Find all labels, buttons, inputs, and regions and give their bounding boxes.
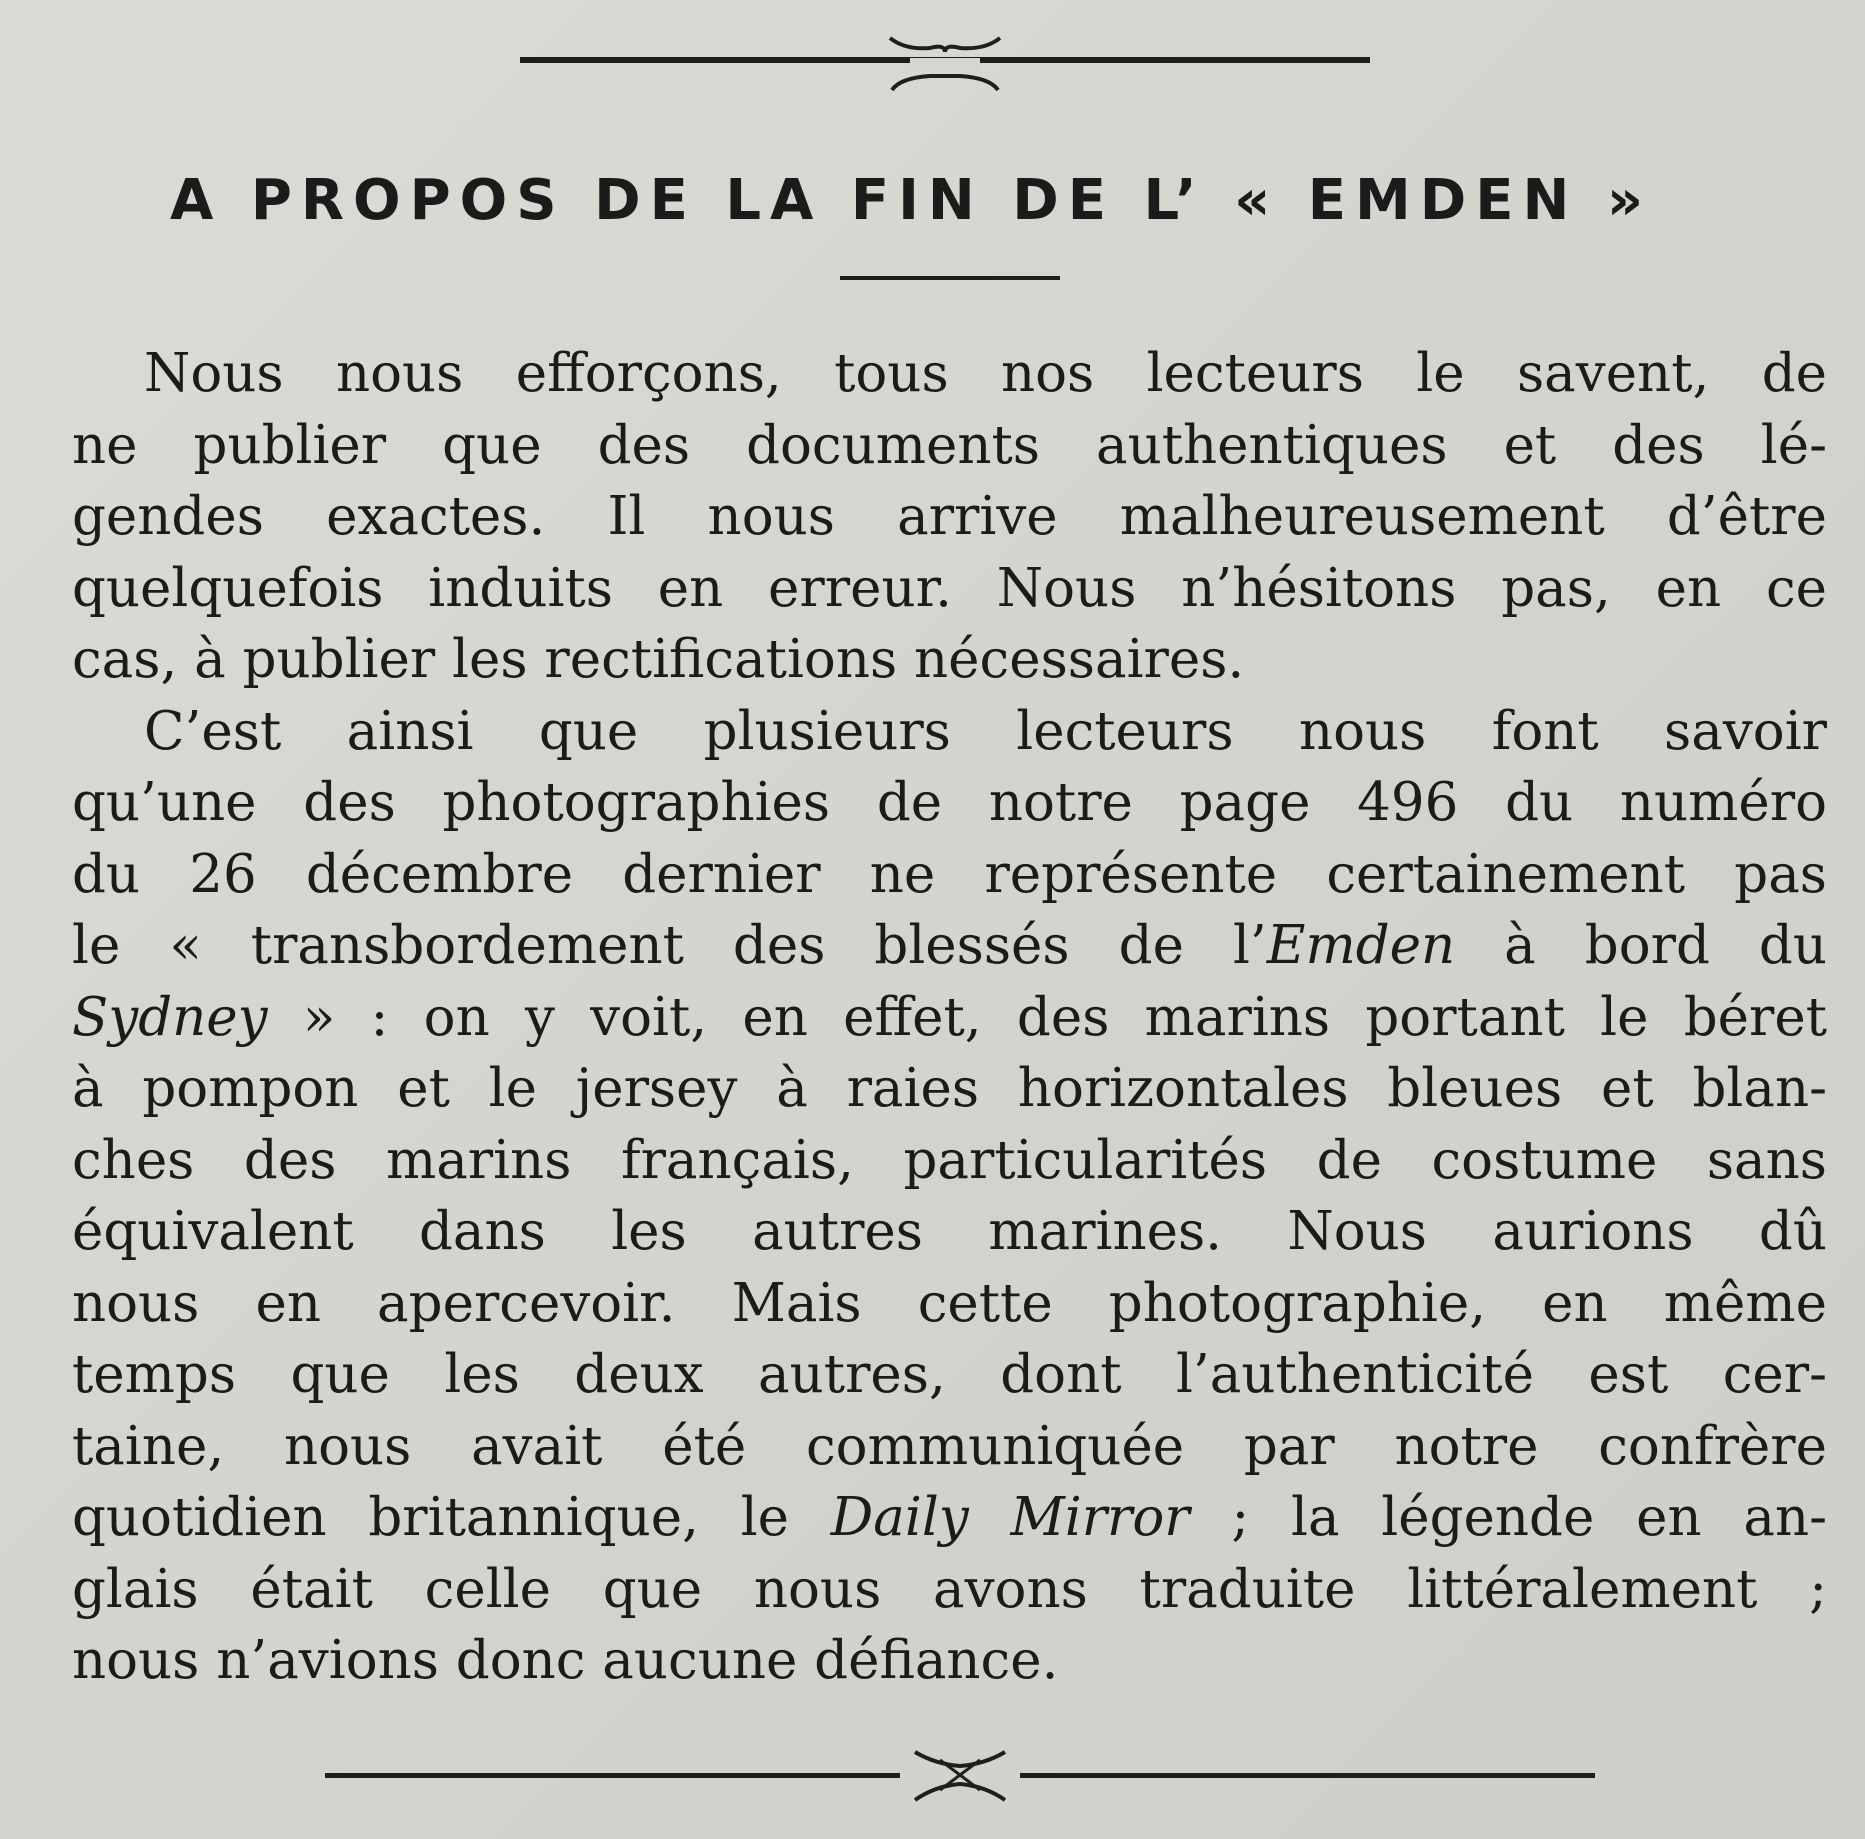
text-line: gendes exactes. Il nous arrive malheureusement d’être [72,486,1827,547]
title-underline-rule [840,276,1060,280]
text-line: temps que les deux autres, dont l’authenticité est cer- [72,1344,1827,1405]
top-ornament-divider [520,30,1370,100]
article-title: A PROPOS DE LA FIN DE L’ « EMDEN » [170,168,1653,233]
text-line: glais était celle que nous avons traduite littéralement ; [72,1558,1827,1620]
italic-name: Sydney [72,986,268,1048]
text-line: taine, nous avait été communiquée par notre confrère [72,1415,1827,1477]
text-line: cas, à publier les rectifications nécessaires. [72,629,1245,690]
text-line: quelquefois induits en erreur. Nous n’hésitons pas, en ce [72,557,1827,619]
text-line: qu’une des photographies de notre page 496 du numéro [72,772,1827,833]
text-line: du 26 décembre dernier ne représente certainement pas [72,843,1827,905]
article-body [72,338,1827,1697]
text-line: C’est ainsi que plusieurs lecteurs nous font savoir [144,700,1827,762]
text-line: Sydney » : on y voit, en effet, des marins portant le béret [72,986,1827,1048]
text-line: ne publier que des documents authentiques et des lé- [72,414,1827,476]
text-line: quotidien britannique, le Daily Mirror ; la légende en an- [72,1487,1827,1548]
text-line: à pompon et le jersey à raies horizontales bleues et blan- [72,1058,1827,1119]
text-line: ches des marins français, particularités de costume sans [72,1129,1827,1191]
text-line: le « transbordement des blessés de l’Emden à bord du [72,915,1827,976]
italic-name: Daily Mirror [830,1487,1190,1548]
text-line: Nous nous efforçons, tous nos lecteurs le savent, de [144,343,1827,404]
italic-name: Emden [1266,915,1456,976]
text-line: nous n’avions donc aucune défiance. [72,1630,1059,1691]
text-line: équivalent dans les autres marines. Nous aurions dû [72,1201,1827,1262]
bottom-ornament-divider [325,1740,1595,1810]
text-line: nous en apercevoir. Mais cette photographie, en même [72,1272,1827,1334]
